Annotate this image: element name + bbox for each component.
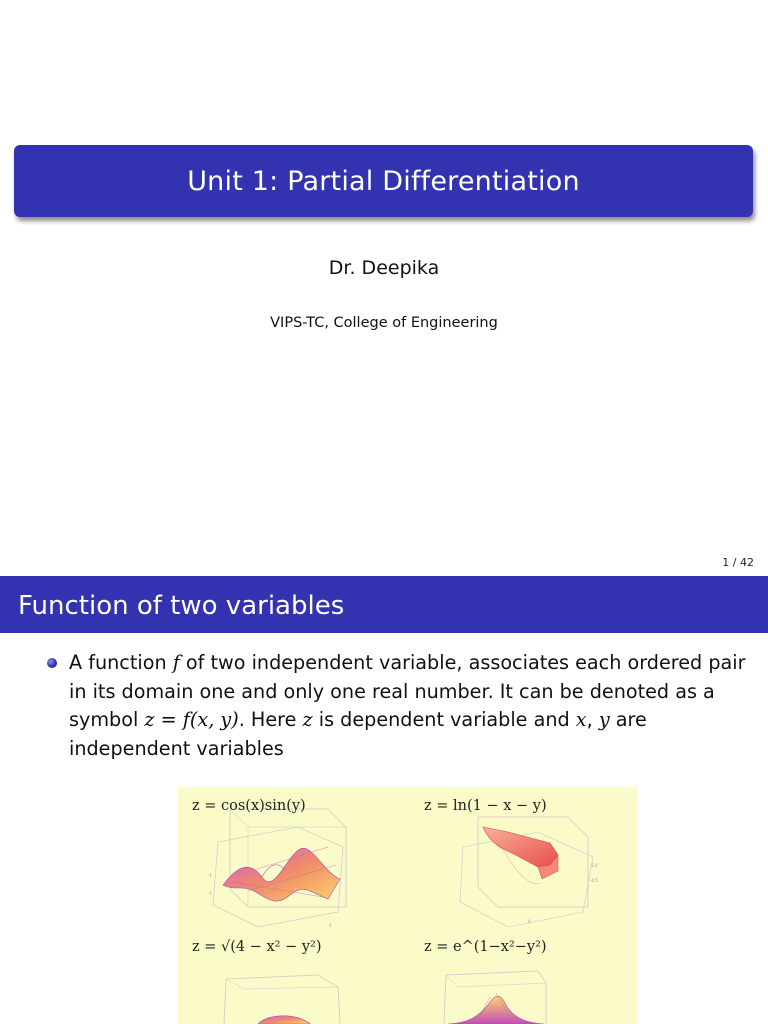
content-slide bbox=[0, 576, 768, 1024]
text: of two independent variable, associates each ordered pair bbox=[179, 651, 746, 674]
math-x: x bbox=[575, 708, 587, 731]
svg-text:-1: -1 bbox=[208, 873, 212, 878]
bullet-icon bbox=[47, 658, 57, 668]
math-z: z bbox=[302, 708, 313, 731]
frame-title: Function of two variables bbox=[18, 591, 345, 621]
text: are bbox=[609, 708, 647, 731]
bullet-line-3 bbox=[69, 706, 759, 735]
plot-2-label: z = ln(1 − x − y) bbox=[424, 798, 547, 814]
surface-plots-drawing bbox=[178, 787, 637, 1024]
slide-title: Unit 1: Partial Differentiation bbox=[187, 165, 580, 197]
svg-text:-1.0: -1.0 bbox=[590, 863, 598, 868]
plot-2-surface bbox=[460, 817, 598, 927]
svg-text:-1: -1 bbox=[328, 923, 332, 928]
plot-1-label: z = cos(x)sin(y) bbox=[192, 798, 306, 814]
plot-3-surface bbox=[224, 975, 340, 1024]
plot-4-surface bbox=[444, 971, 546, 1024]
author-name: Dr. Deepika bbox=[328, 257, 440, 279]
svg-text:0: 0 bbox=[528, 919, 531, 924]
institute-name: VIPS-TC, College of Engineering bbox=[270, 315, 498, 331]
surface-plots-figure bbox=[178, 787, 637, 1024]
svg-text:-1: -1 bbox=[208, 891, 212, 896]
svg-text:-0.5: -0.5 bbox=[590, 878, 598, 883]
math-equals: = bbox=[154, 708, 183, 731]
plot-4-label: z = e^(1−x²−y²) bbox=[424, 939, 547, 955]
plot-1-surface bbox=[208, 809, 346, 928]
title-box bbox=[14, 145, 753, 217]
text: symbol bbox=[69, 708, 145, 731]
bullet-line-2: in its domain one and only one real number. It can be denoted as a bbox=[69, 679, 715, 703]
math-y: y bbox=[598, 708, 610, 731]
text: A function bbox=[69, 651, 173, 674]
page-number: 1 / 42 bbox=[722, 556, 754, 569]
plot-3-label: z = √(4 − x² − y²) bbox=[192, 939, 322, 955]
bullet-text bbox=[69, 649, 759, 763]
bullet-line-1 bbox=[69, 649, 759, 678]
math-f: f bbox=[172, 651, 180, 674]
text: . Here bbox=[238, 708, 303, 731]
math-fxy: f(x, y) bbox=[182, 708, 239, 731]
frame-title-bar bbox=[0, 576, 768, 633]
text: is dependent variable and bbox=[312, 708, 576, 731]
math-z: z bbox=[144, 708, 155, 731]
bullet-line-4: independent variables bbox=[69, 736, 284, 760]
text: , bbox=[586, 708, 599, 731]
